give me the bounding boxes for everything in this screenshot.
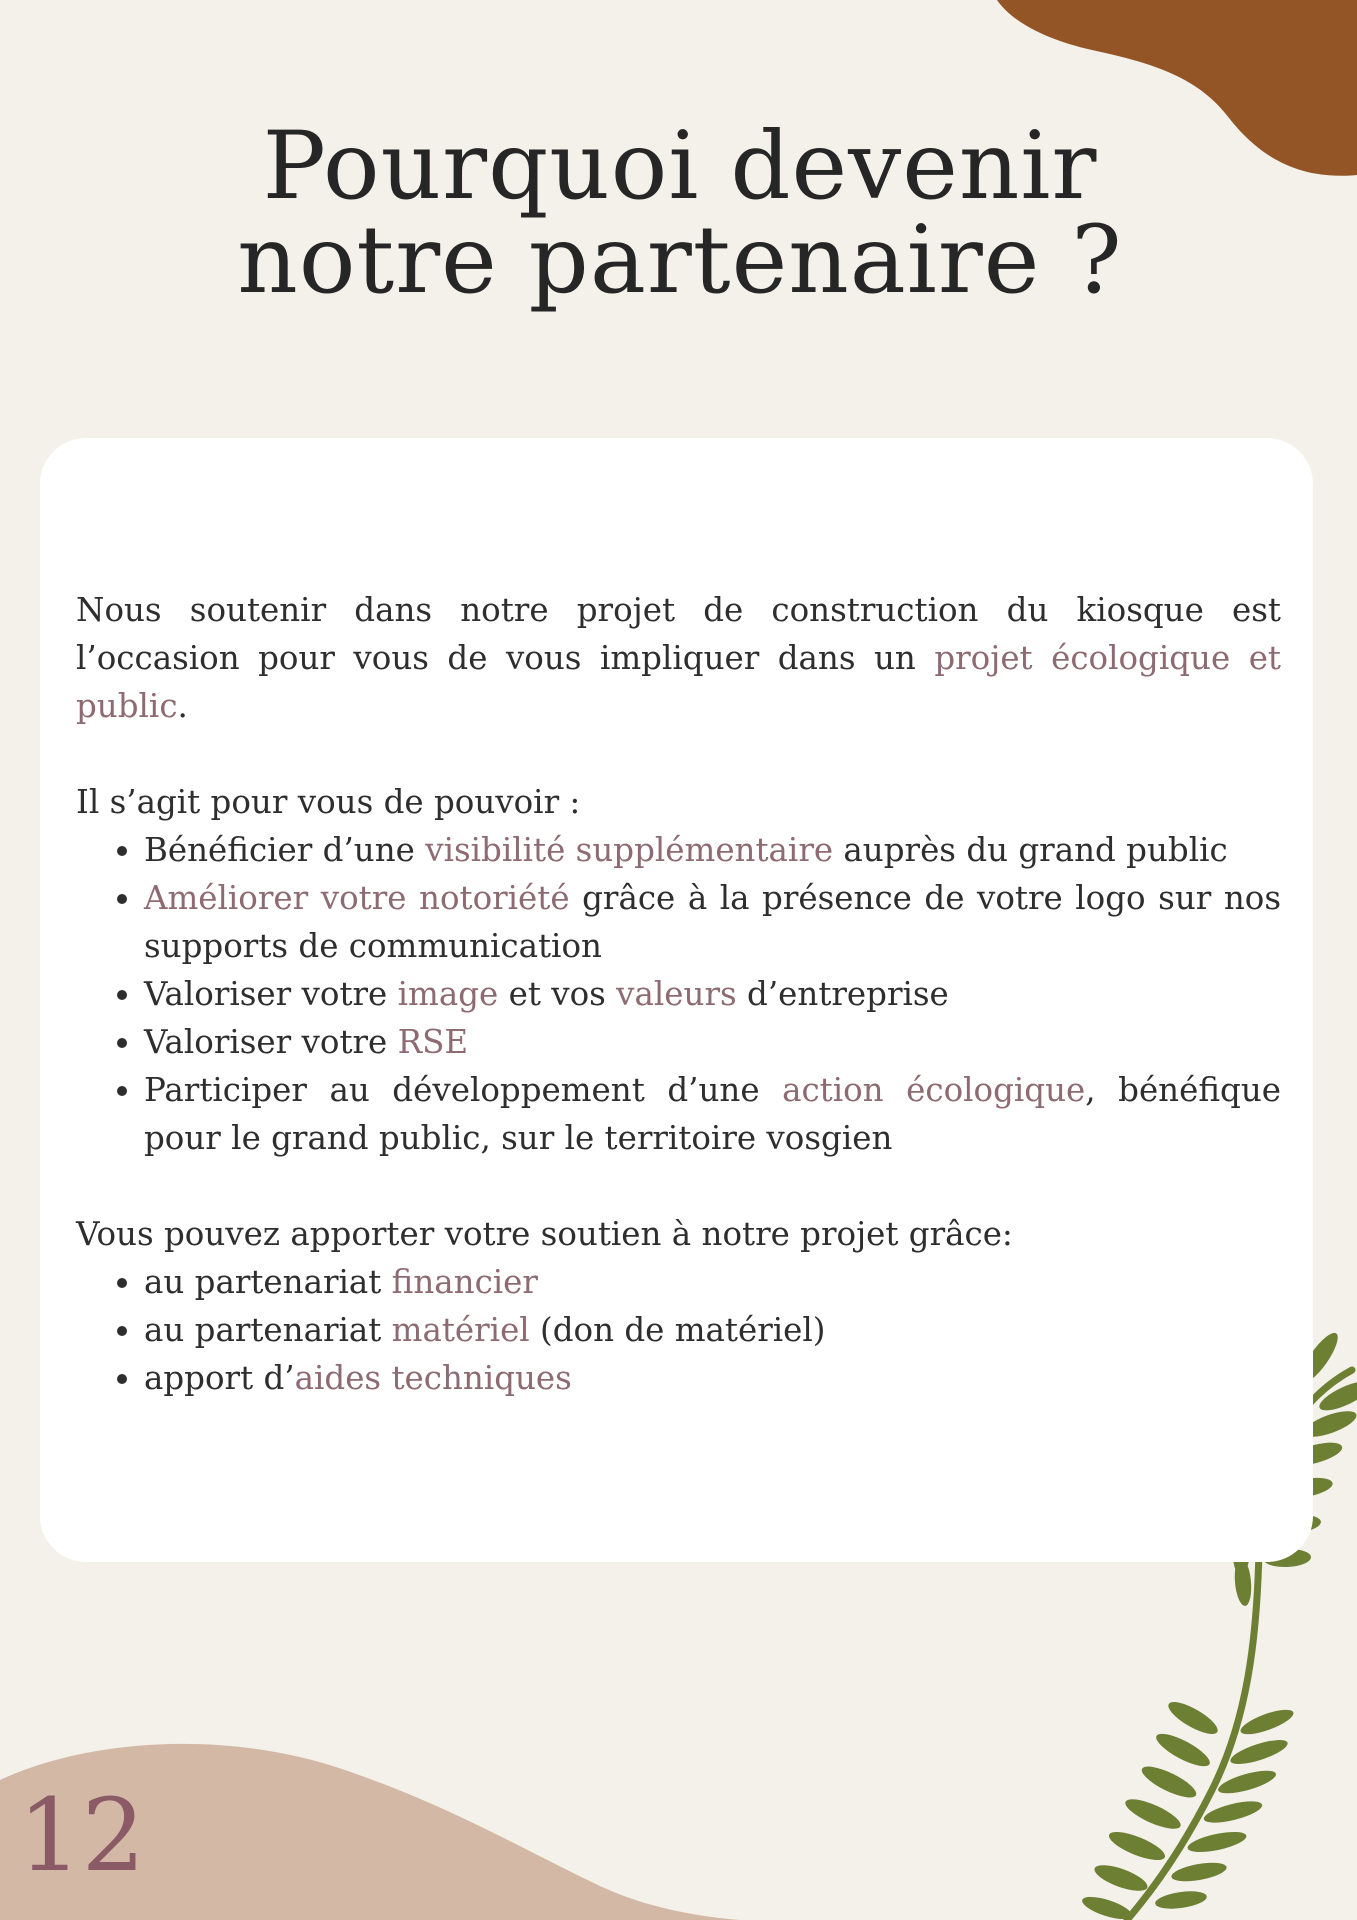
list-item: • au partenariat matériel (don de matériel) [144,1306,1281,1354]
benefits-lead: Il s’agit pour vous de pouvoir : [76,783,581,821]
list-item: • Valoriser votre image et vos valeurs d’entreprise [144,970,1281,1018]
intro-text-end: . [177,687,188,725]
page-title-line-1: Pourquoi devenir [262,112,1098,221]
list-item: • au partenariat financier [144,1258,1281,1306]
page-title [180,112,1180,315]
list-item: • Améliorer votre notoriété grâce à la présence de votre logo sur nos supports de communication [144,874,1281,970]
intro-highlight: projet écologique et public [76,639,1281,725]
card-content [76,586,1281,1402]
page-title-line-2: notre partenaire ? [237,206,1123,315]
support-lead: Vous pouvez apporter votre soutien à notre projet grâce: [76,1215,1013,1253]
intro-paragraph [76,586,1281,730]
intro-text: Nous soutenir dans notre projet de construction du kiosque est l’occasion pour vous de vous impliquer dans un [76,591,1281,677]
list-item: • Participer au développement d’une action écologique, bénéfique pour le grand public, sur le territoire vosgien [144,1066,1281,1162]
support-list [76,1258,1281,1402]
page-number: 12 [18,1777,146,1894]
list-item: • apport d’aides techniques [144,1354,1281,1402]
list-item: • Valoriser votre RSE [144,1018,1281,1066]
benefits-list [76,826,1281,1162]
list-item: • Bénéficier d’une visibilité supplémentaire auprès du grand public [144,826,1281,874]
